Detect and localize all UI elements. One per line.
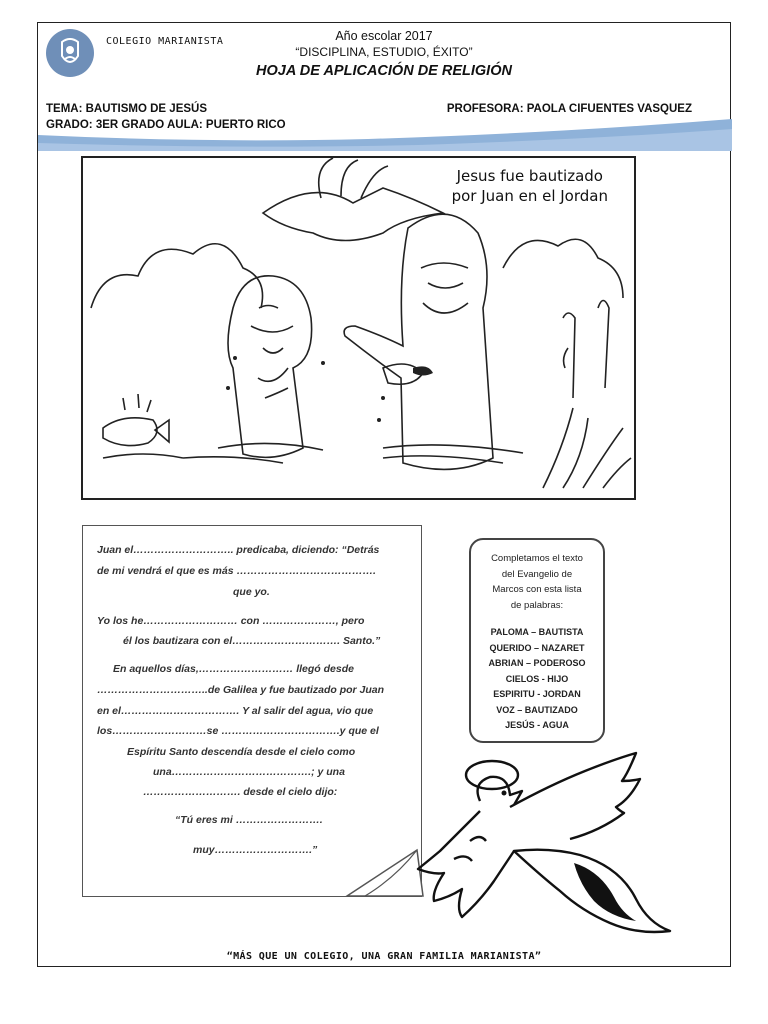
- gospel-line-6: En aquellos días,……………………… llegó desde: [113, 663, 354, 675]
- gospel-line-8: en el……………………………. Y al salir del agua, vio que: [97, 705, 374, 717]
- word-list-item: ABRIAN – PODEROSO: [488, 658, 586, 668]
- word-list-intro-line-1: Completamos el texto: [491, 553, 583, 564]
- word-list-box: [469, 538, 605, 743]
- word-list-item: JESÚS - AGUA: [505, 720, 569, 730]
- word-list-intro-line-3: Marcos con esta lista: [492, 584, 582, 595]
- gospel-line-4: Yo los he……………………… con …………………, pero: [97, 615, 365, 627]
- word-list-item: ESPIRITU - JORDAN: [493, 689, 581, 699]
- word-list-item: QUERIDO – NAZARET: [489, 642, 585, 653]
- word-list-item: PALOMA – BAUTISTA: [490, 627, 584, 637]
- word-list-intro-line-4: de palabras:: [510, 599, 564, 611]
- topic-label: TEMA: BAUTISMO DE JESÚS: [46, 103, 208, 115]
- gospel-line-12: ………………………. desde el cielo dijo:: [143, 786, 338, 798]
- illustration-caption-line-2: por Juan en el Jordan: [451, 187, 608, 205]
- sheet-title: HOJA DE APLICACIÓN DE RELIGIÓN: [256, 63, 512, 79]
- word-list-item: CIELOS - HIJO: [505, 673, 569, 684]
- word-list: [471, 625, 603, 734]
- word-list-intro-line-2: del Evangelio de: [501, 568, 573, 580]
- holy-spirit-dove-drawing: [410, 751, 680, 936]
- school-motto: “DISCIPLINA, ESTUDIO, ÉXITO”: [295, 45, 473, 59]
- illustration-caption: [452, 166, 608, 206]
- school-name: COLEGIO MARIANISTA: [106, 36, 224, 47]
- baptism-illustration: [81, 156, 636, 500]
- illustration-caption-line-1: Jesus fue bautizado: [456, 167, 603, 185]
- gospel-line-5: él los bautizara con el…………………………. Santo.”: [123, 635, 381, 647]
- footer-slogan: “MÁS QUE UN COLEGIO, UNA GRAN FAMILIA MARIANISTA”: [226, 951, 542, 962]
- teacher-label: PROFESORA: PAOLA CIFUENTES VASQUEZ: [446, 103, 692, 115]
- gospel-line-2: de mi vendrá el que es más ………………………………….: [97, 565, 376, 577]
- gospel-line-10: Espíritu Santo descendía desde el cielo como: [127, 746, 356, 758]
- gospel-line-1: Juan el……………………….. predicaba, diciendo: “Detrás: [97, 544, 380, 556]
- word-list-instructions: [471, 551, 603, 613]
- school-year: Año escolar 2017: [335, 29, 433, 43]
- gospel-line-13: “Tú eres mi …………………….: [175, 814, 323, 826]
- worksheet-page: [37, 22, 731, 967]
- word-list-item: VOZ – BAUTIZADO: [496, 704, 578, 715]
- baptism-scene-drawing: [83, 158, 634, 498]
- gospel-line-11: una………………………………….; y una: [153, 766, 345, 778]
- grade-classroom-label: GRADO: 3ER GRADO AULA: PUERTO RICO: [46, 119, 286, 131]
- gospel-line-3: que yo.: [233, 586, 270, 598]
- gospel-line-14: muy……………………….”: [193, 844, 318, 856]
- gospel-line-7: …………………………..de Galilea y fue bautizado por Juan: [97, 684, 385, 696]
- gospel-fill-in-text-box: [82, 525, 422, 897]
- gospel-line-9: los………………………se …………………………….y que el: [97, 725, 379, 737]
